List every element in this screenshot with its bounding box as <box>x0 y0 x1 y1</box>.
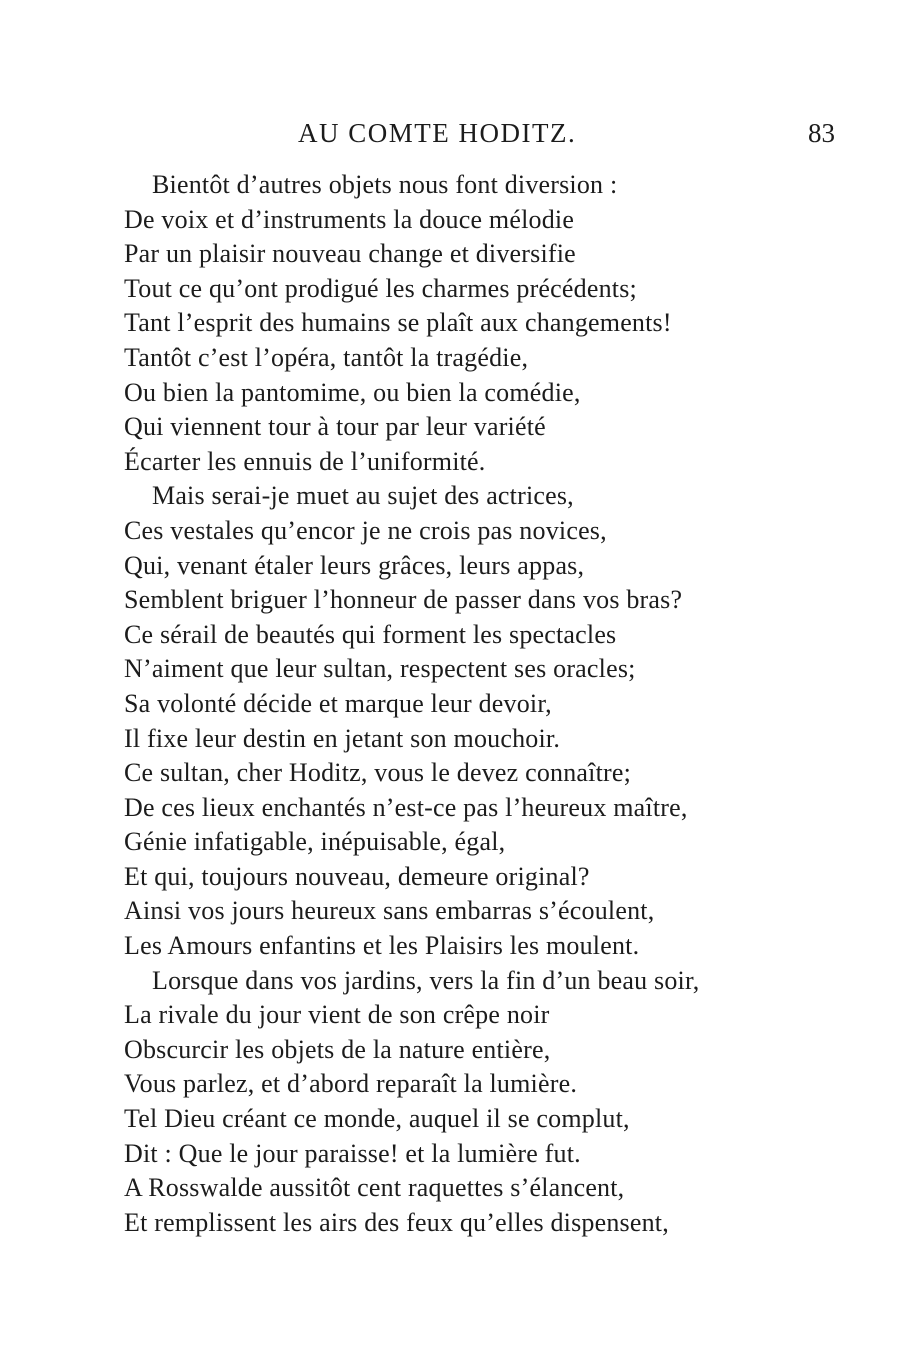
verse-line: Ce sultan, cher Hoditz, vous le devez connaître; <box>124 758 632 788</box>
page-header <box>0 118 900 154</box>
verse-line: De voix et d’instruments la douce mélodie <box>124 204 575 234</box>
verse-line: Écarter les ennuis de l’uniformité. <box>124 446 486 476</box>
verse-line: Par un plaisir nouveau change et diversifie <box>124 239 576 269</box>
verse-line: Les Amours enfantins et les Plaisirs les moulent. <box>124 931 640 961</box>
verse-line: Tout ce qu’ont prodigué les charmes précédents; <box>124 273 637 303</box>
poem-body <box>124 168 804 1240</box>
verse-line: Qui, venant étaler leurs grâces, leurs appas, <box>124 550 585 580</box>
verse-line: A Rosswalde aussitôt cent raquettes s’élancent, <box>124 1173 625 1203</box>
verse-line: Il fixe leur destin en jetant son mouchoir. <box>124 723 561 753</box>
verse-line: Ce sérail de beautés qui forment les spectacles <box>124 619 617 649</box>
verse-line: Tantôt c’est l’opéra, tantôt la tragédie, <box>124 342 529 372</box>
verse-line: Bientôt d’autres objets nous font diversion : <box>152 170 618 199</box>
verse-line: Vous parlez, et d’abord reparaît la lumière. <box>124 1069 578 1099</box>
verse-line: Tel Dieu créant ce monde, auquel il se complut, <box>124 1104 630 1134</box>
verse-line: De ces lieux enchantés n’est-ce pas l’heureux maître, <box>124 792 688 822</box>
verse-line: Obscurcir les objets de la nature entière, <box>124 1034 551 1064</box>
verse-line: Qui viennent tour à tour par leur variété <box>124 412 546 442</box>
page-number: 83 <box>808 118 835 148</box>
verse-line: Mais serai-je muet au sujet des actrices, <box>152 481 574 511</box>
verse-line: Lorsque dans vos jardins, vers la fin d’un beau soir, <box>152 965 700 995</box>
verse-line: Semblent briguer l’honneur de passer dans vos bras? <box>124 585 683 615</box>
verse-line: Et remplissent les airs des feux qu’elles dispensent, <box>124 1207 669 1237</box>
running-title: AU COMTE HODITZ. <box>298 118 577 148</box>
verse-line: N’aiment que leur sultan, respectent ses oracles; <box>124 654 636 684</box>
verse-line: Et qui, toujours nouveau, demeure original? <box>124 861 590 891</box>
verse-line: Tant l’esprit des humains se plaît aux changements! <box>124 308 672 338</box>
verse-line: Ou bien la pantomime, ou bien la comédie, <box>124 377 581 407</box>
verse-line: Ces vestales qu’encor je ne crois pas novices, <box>124 515 607 545</box>
verse-line: La rivale du jour vient de son crêpe noir <box>124 1000 550 1030</box>
verse-line: Génie infatigable, inépuisable, égal, <box>124 827 506 857</box>
verse-line: Dit : Que le jour paraisse! et la lumière fut. <box>124 1138 581 1168</box>
verse-line: Ainsi vos jours heureux sans embarras s’écoulent, <box>124 896 655 926</box>
verse-line: Sa volonté décide et marque leur devoir, <box>124 688 552 718</box>
